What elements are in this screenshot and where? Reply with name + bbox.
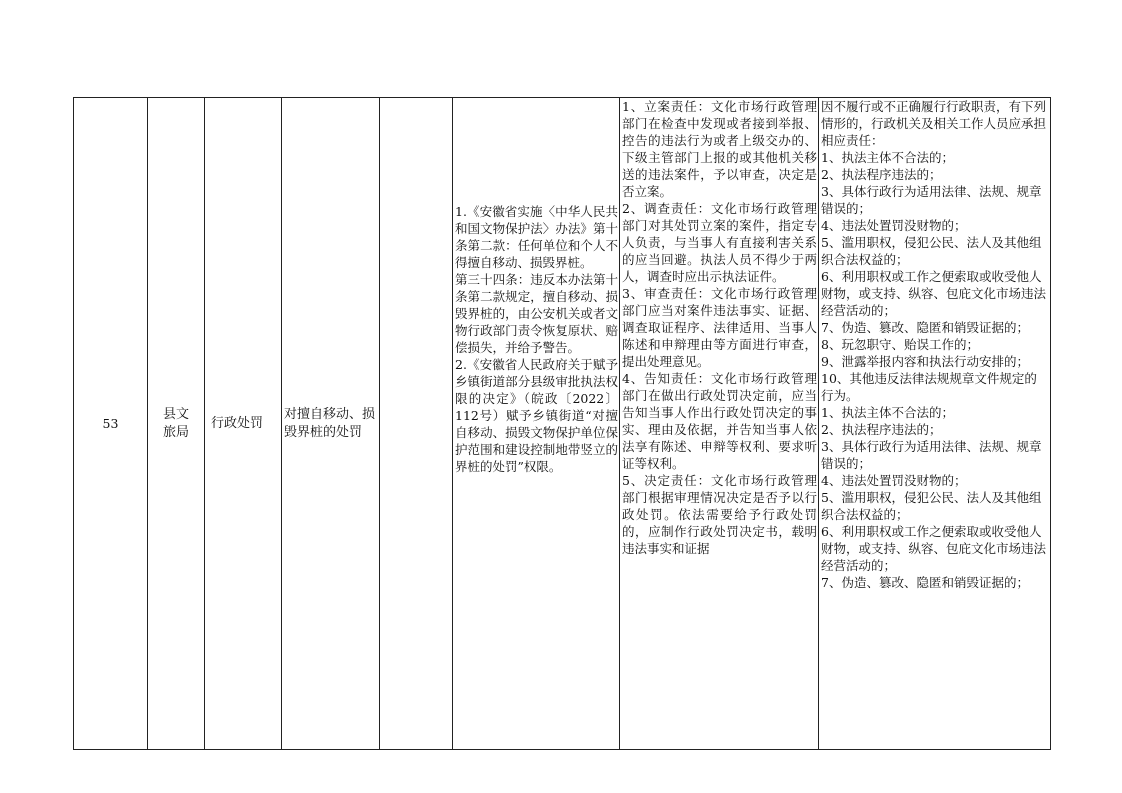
item-name-text: 对擅自移动、损毁界桩的处罚 xyxy=(284,406,376,440)
accountability-item: 4、违法处置罚没财物的； xyxy=(821,473,967,488)
category-text: 行政处罚 xyxy=(211,415,264,431)
accountability-item: 7、伪造、篡改、隐匿和销毁证据的； xyxy=(821,575,1029,590)
department-cell xyxy=(148,98,205,750)
accountability-item: 1、执法主体不合法的； xyxy=(821,150,954,165)
responsibility-item-4: 4、告知责任：文化市场行政管理部门在做出行政处罚决定前，应当告知当事人作出行政处罚决定的事实、理由及依据，并告知当事人依法享有陈述、申辩等权利、要求听证等权利。 xyxy=(622,371,817,471)
accountability-item: 3、具体行政行为适用法律、法规、规章错误的； xyxy=(821,184,1042,216)
accountability-item: 7、伪造、篡改、隐匿和销毁证据的； xyxy=(821,320,1029,335)
accountability-item: 6、利用职权或工作之便索取或收受他人财物，或支持、纵容、包庇文化市场违法经营活动的； xyxy=(821,269,1047,318)
accountability-item: 9、泄露举报内容和执法行动安排的； xyxy=(821,354,1029,369)
row-number: 53 xyxy=(74,98,148,750)
accountability-item: 5、滥用职权，侵犯公民、法人及其他组织合法权益的； xyxy=(821,235,1042,267)
sub-item-cell xyxy=(380,98,453,750)
accountability-cell xyxy=(819,98,1051,750)
responsibility-item-2: 2、调查责任：文化市场行政管理部门对其处罚立案的案件，指定专人负责，与当事人有直接利害关系的应当回避。执法人员不得少于两人，调查时应出示执法证件。 xyxy=(622,201,817,284)
accountability-item: 5、滥用职权，侵犯公民、法人及其他组织合法权益的； xyxy=(821,490,1042,522)
responsibility-item-1: 1、立案责任：文化市场行政管理部门在检查中发现或者接到举报、控告的违法行为或者上级交办的、下级主管部门上报的或其他机关移送的违法案件，予以审查，决定是否立案。 xyxy=(622,99,817,199)
basis-paragraph-1: 1.《安徽省实施〈中华人民共和国文物保护法〉办法》第十条第二款：任何单位和个人不得擅自移动、损毁界桩。 xyxy=(455,204,618,270)
accountability-item: 10、其他违反法律法规规章文件规定的行为。 xyxy=(821,371,1037,403)
item-name-cell xyxy=(282,98,380,750)
accountability-item: 2、执法程序违法的； xyxy=(821,422,942,437)
responsibility-item-5: 5、决定责任：文化市场行政管理部门根据审理情况决定是否予以行政处罚。依法需要给予行政处罚的，应制作行政处罚决定书，载明违法事实和证据 xyxy=(622,473,817,556)
accountability-item: 2、执法程序违法的； xyxy=(821,167,942,182)
responsibility-item-3: 3、审查责任：文化市场行政管理部门应当对案件违法事实、证据、调查取证程序、法律适用、当事人陈述和申辩理由等方面进行审查，提出处理意见。 xyxy=(622,286,817,369)
power-list-table xyxy=(73,97,1051,750)
accountability-item: 6、利用职权或工作之便索取或收受他人财物，或支持、纵容、包庇文化市场违法经营活动的； xyxy=(821,524,1047,573)
accountability-item: 1、执法主体不合法的； xyxy=(821,405,954,420)
basis-paragraph-3: 2.《安徽省人民政府关于赋予乡镇街道部分县级审批执法权限的决定》（皖政〔2022〕112号）赋予乡镇街道“对擅自移动、损毁文物保护单位保护范围和建设控制地带竖立的界桩的处罚”权限。 xyxy=(455,357,618,474)
responsibility-cell xyxy=(620,98,819,750)
department-text: 县文旅局 xyxy=(162,406,189,440)
accountability-item: 3、具体行政行为适用法律、法规、规章错误的； xyxy=(821,439,1042,471)
category-cell xyxy=(205,98,282,750)
accountability-item: 4、违法处置罚没财物的； xyxy=(821,218,967,233)
basis-cell xyxy=(453,98,620,750)
table-row xyxy=(74,98,1051,750)
basis-paragraph-2: 第三十四条：违反本办法第十条第二款规定，擅自移动、损毁界桩的，由公安机关或者文物行政部门责令恢复原状、赔偿损失，并给予警告。 xyxy=(455,272,618,355)
accountability-item: 8、玩忽职守、贻误工作的； xyxy=(821,337,979,352)
accountability-intro: 因不履行或不正确履行行政职责，有下列情形的，行政机关及相关工作人员应承担相应责任： xyxy=(821,99,1047,148)
